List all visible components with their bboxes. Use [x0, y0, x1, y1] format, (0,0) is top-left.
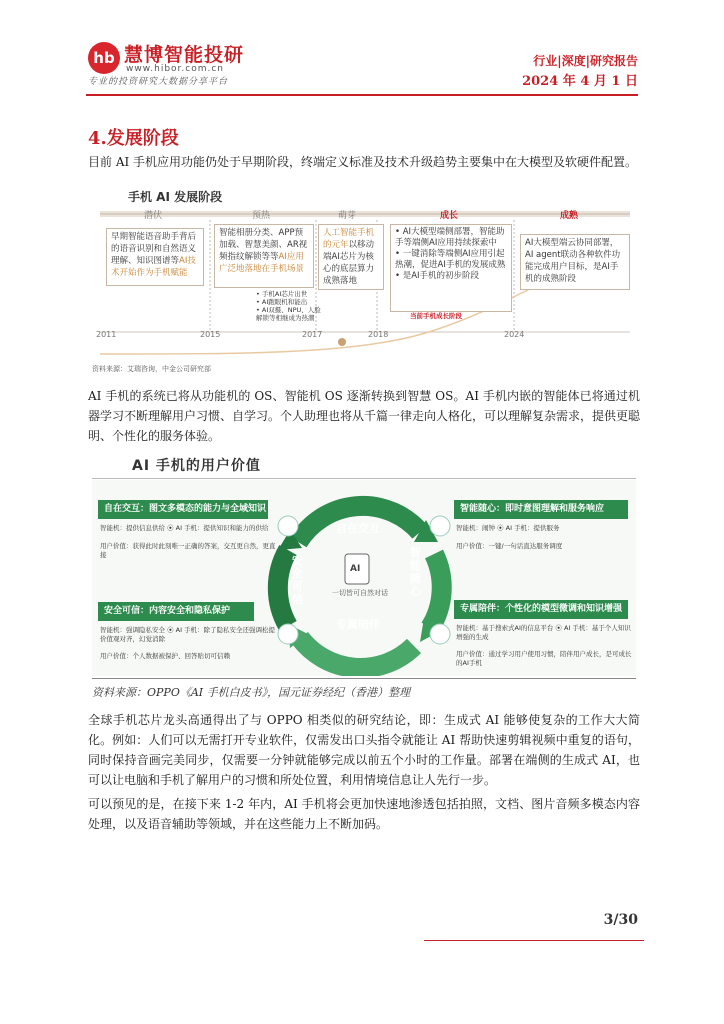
- stage-budding: 萌芽: [338, 211, 357, 221]
- paragraph-os: AI 手机的系统已将从功能机的 OS、智能机 OS 逐渐转换到智慧 OS。AI 手机内嵌的智能体已将通过机器学习不断理解用户习惯、自学习。个人助理也将从千篇一律走向人格化，可以理解复杂需求，提供更聪明、个性化的服务体验。: [88, 389, 641, 443]
- service-icon: [430, 516, 450, 536]
- stage-mature: 成熟: [560, 211, 579, 221]
- stage-box-budding: 人工智能手机的元年以移动端AI芯片为核心的底层算力成熟落地: [318, 224, 384, 290]
- stage-box-preheat: 智能相册分类、APP预加载、智慧美颜、AR视频指纹解锁等等AI应用广泛地落地在手机场景: [214, 224, 314, 288]
- cycle-label-right: 智能随心: [410, 546, 421, 598]
- logo-url: www.hibor.com.cn: [126, 64, 225, 74]
- footer-rule: [424, 940, 644, 941]
- card-line-br-2: 用户价值：通过学习用户使用习惯，陪伴用户成长，是可成长的AI手机: [456, 650, 632, 667]
- card-line-bl-2: 用户价值：个人数据被保护、回答贴切可信赖: [100, 652, 230, 660]
- shield-icon: [278, 624, 298, 644]
- figure2-source: 资料来源：OPPO《AI 手机白皮书》，国元证券经纪（香港）整理: [92, 686, 411, 699]
- card-line-tl-2: 用户价值：获得此时此刻唯一正确的答案，交互更自然，更直接: [100, 542, 276, 559]
- logo-icon: hb: [88, 42, 120, 74]
- figure2-bottom-rule: [92, 678, 636, 679]
- growth-point-1: • AI大模型端侧部署，智能助手等端侧AI应用持续探索中: [395, 227, 505, 248]
- card-line-br-1: 智能机：基于搜索式AI的信息平台 ⦿ AI 手机：基于个人知识增强的生成: [456, 624, 631, 641]
- year-2011: 2011: [96, 330, 117, 339]
- card-head-smart-intent: 智能随心：即时意图理解和服务响应: [454, 500, 628, 519]
- page-number: 3/30: [603, 912, 638, 928]
- card-head-companion: 专属陪伴：个性化的模型微调和知识增强: [454, 600, 628, 619]
- stage-box-latent: 早期智能语音助手背后的语音识别和自然语义理解、知识图谱等AI技术开始作为手机赋能: [106, 228, 204, 286]
- current-stage-label: 当前手机成长阶段: [410, 312, 462, 320]
- card-head-security: 安全可信：内容安全和隐私保护: [98, 602, 254, 621]
- stage-latent: 潜伏: [144, 211, 163, 221]
- user-value-figure: [92, 480, 636, 676]
- paragraph-outlook: 可以预见的是，在接下来 1-2 年内，AI 手机将会更加快速地渗透包括拍照，文档、图片音频多模态内容处理，以及语音辅助等领域，并在这些能力上不断加码。: [88, 797, 640, 831]
- logo-name: 慧博智能投研: [124, 44, 245, 66]
- figure2-top-rule: [92, 478, 636, 479]
- preheat-bullets: • 手机AI芯片出世 • AI跑眼机和能出 • AI双摄、NPU、人脸解锁等相继成为热潮: [256, 290, 321, 322]
- cycle-label-bottom: 专属陪伴: [336, 618, 380, 631]
- growth-point-3: • 是AI手机的初步阶段: [395, 271, 480, 281]
- report-date: 2024 年 4 月 1 日: [522, 74, 638, 89]
- figure1-title: 手机 AI 发展阶段: [128, 190, 223, 204]
- stage-box-mature: AI大模型端云协同部署，AI agent联动各种软件功能完成用户目标，是AI手机的成熟阶段: [520, 234, 630, 290]
- logo-tagline: 专业的投资研究大数据分享平台: [88, 77, 229, 87]
- report-category: 行业|深度|研究报告: [533, 54, 638, 68]
- year-2018: 2018: [368, 330, 389, 339]
- figure1-source: 资料来源：艾瑞咨询，中金公司研究部: [92, 365, 211, 373]
- year-2015: 2015: [200, 330, 221, 339]
- center-caption: 一切皆可自然对话: [332, 589, 388, 597]
- chat-icon: [278, 516, 298, 536]
- companion-icon: [430, 624, 450, 644]
- paragraph-qualcomm: 全球手机芯片龙头高通得出了与 OPPO 相类似的研究结论，即：生成式 AI 能够使复杂的工作大大简化。例如：人们可以无需打开专业软件，仅需发出口头指令就能让 AI 帮助快速剪辑视频中重复的语句，同时保持音画完美同步，仅需要一分钟就能够完成以前五个小时的工作量。部署在端侧的生成式 AI，也可以让电脑和手机了解用户的习惯和所处位置，利用情境信息让人先行一步。: [88, 713, 640, 787]
- cycle-arc-right: [430, 554, 442, 628]
- section-title: 4.发展阶段: [88, 128, 179, 149]
- center-ai-label: AI: [350, 564, 361, 574]
- card-line-tl-1: 智能机：提供信息供给 ⦿ AI 手机：提供知识和能力的供给: [100, 524, 269, 532]
- card-head-natural-interaction: 自在交互：图文多模态的能力与全域知识: [98, 500, 268, 519]
- cycle-label-top: 自在交互: [336, 522, 380, 535]
- card-line-tr-1: 智能机：闹钟 ⦿ AI 手机：提供服务: [456, 524, 560, 532]
- growth-point-2: • 一键消除等端侧AI应用引起热潮，促进AI手机的发展成熟: [395, 249, 506, 270]
- stage-box-growth: [390, 224, 512, 312]
- cycle-arc-left: [278, 550, 288, 626]
- year-2024: 2024: [504, 330, 525, 339]
- ai-phone-stages-figure: [92, 184, 634, 362]
- card-line-bl-1: 智能机：强调隐私安全 ⦿ AI 手机：除了隐私安全还强调松提价值观对齐，幻觉消除: [100, 626, 276, 643]
- card-line-tr-2: 用户价值：一键/一句话直达服务调度: [456, 542, 563, 550]
- header-divider: [86, 94, 638, 96]
- figure2-title: AI 手机的用户价值: [132, 458, 261, 474]
- current-marker: [338, 338, 346, 346]
- cycle-label-left: 安全可信: [292, 554, 303, 606]
- stage-preheat: 预热: [252, 211, 271, 221]
- stage-growth: 成长: [440, 211, 459, 221]
- paragraph-intro: 目前 AI 手机应用功能仍处于早期阶段，终端定义标准及技术升级趋势主要集中在大模型及软硬件配置。: [88, 155, 638, 169]
- year-2017: 2017: [302, 330, 323, 339]
